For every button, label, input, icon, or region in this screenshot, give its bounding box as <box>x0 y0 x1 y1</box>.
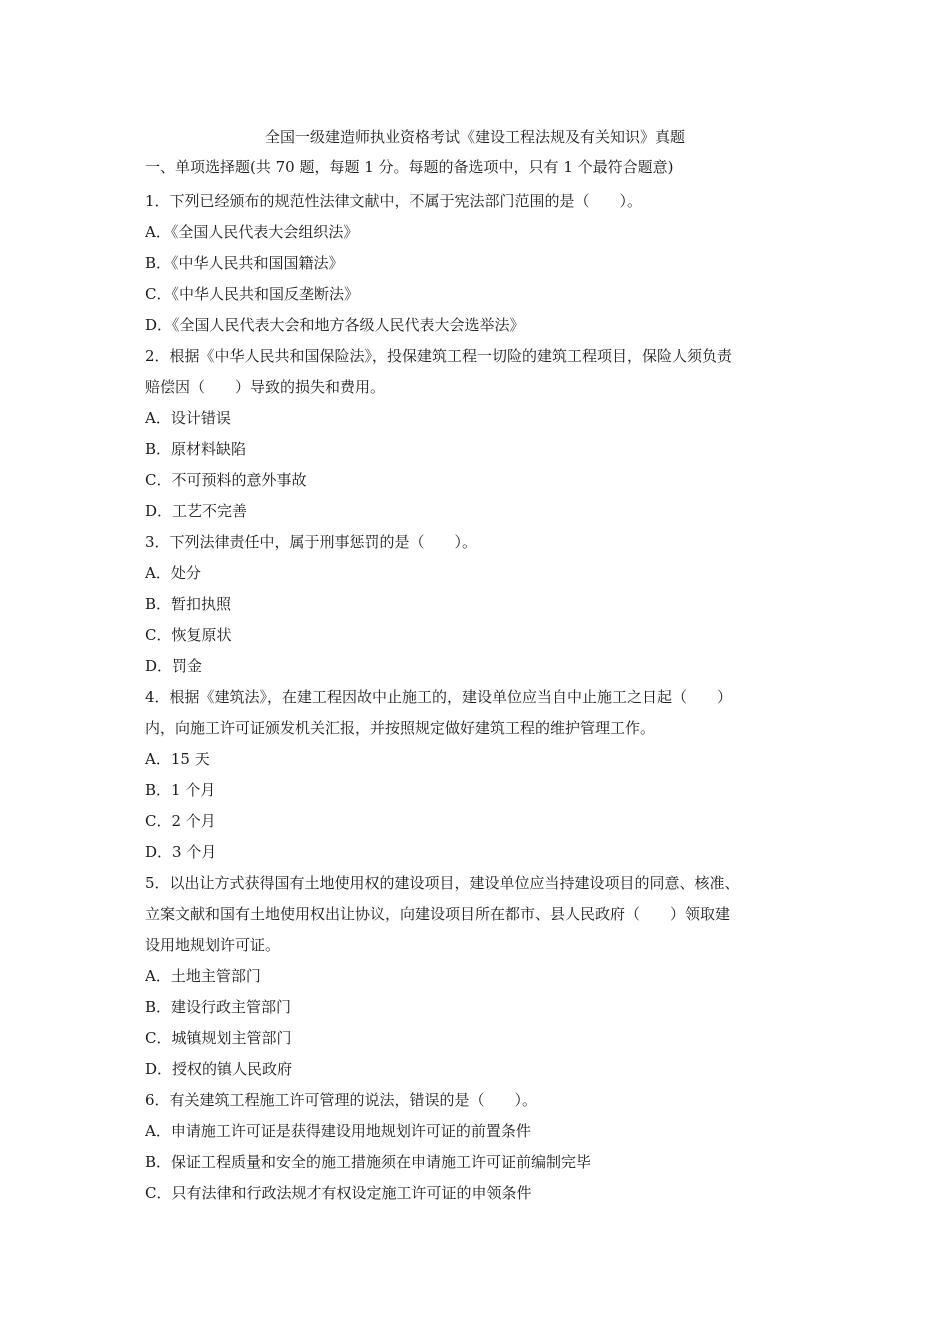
question-2-option-a: A．设计错误 <box>145 409 231 427</box>
section-heading: 一、单项选择题(共 70 题，每题 1 分。每题的备选项中，只有 1 个最符合题意) <box>145 158 674 176</box>
question-1-stem: 1．下列已经颁布的规范性法律文献中，不属于宪法部门范围的是（ ）。 <box>145 192 643 210</box>
question-5-option-b: B．建设行政主管部门 <box>145 998 292 1016</box>
question-5-option-d: D．授权的镇人民政府 <box>145 1060 293 1078</box>
question-5-stem-cont-2: 设用地规划许可证。 <box>145 936 281 954</box>
question-4-option-b: B．1 个月 <box>145 781 216 799</box>
question-6-option-b: B．保证工程质量和安全的施工措施须在申请施工许可证前编制完毕 <box>145 1153 592 1171</box>
question-1-option-c: C．《中华人民共和国反垄断法》 <box>145 285 359 303</box>
question-1-option-d: D．《全国人民代表大会和地方各级人民代表大会选举法》 <box>145 316 525 334</box>
question-2-option-d: D．工艺不完善 <box>145 502 248 520</box>
question-5-stem: 5．以出让方式获得国有土地使用权的建设项目，建设单位应当持建设项目的同意、核准、 <box>145 874 740 892</box>
question-5-stem-cont: 立案文献和国有土地使用权出让协议，向建设项目所在都市、县人民政府（ ）领取建 <box>145 905 731 923</box>
question-3-option-a: A．处分 <box>145 564 201 582</box>
question-1-option-a: A．《全国人民代表大会组织法》 <box>145 223 359 241</box>
question-list <box>145 186 810 1209</box>
question-3-stem: 3．下列法律责任中，属于刑事惩罚的是（ ）。 <box>145 533 478 551</box>
question-2-option-b: B．原材料缺陷 <box>145 440 247 458</box>
document-title: 全国一级建造师执业资格考试《建设工程法规及有关知识》真题 <box>264 128 685 146</box>
question-6-stem: 6．有关建筑工程施工许可管理的说法，错误的是（ ）。 <box>145 1091 538 1109</box>
question-3-option-b: B．暂扣执照 <box>145 595 232 613</box>
question-1-option-b: B．《中华人民共和国国籍法》 <box>145 254 344 272</box>
question-4-option-c: C．2 个月 <box>145 812 216 830</box>
question-6-option-c: C．只有法律和行政法规才有权设定施工许可证的申领条件 <box>145 1184 532 1202</box>
question-3-option-d: D．罚金 <box>145 657 203 675</box>
question-4-stem: 4．根据《建筑法》，在建工程因故中止施工的，建设单位应当自中止施工之日起（ ） <box>145 688 733 706</box>
question-4-option-d: D．3 个月 <box>145 843 217 861</box>
question-6-option-a: A．申请施工许可证是获得建设用地规划许可证的前置条件 <box>145 1122 531 1140</box>
question-3-option-c: C．恢复原状 <box>145 626 232 644</box>
question-4-stem-cont: 内，向施工许可证颁发机关汇报，并按照规定做好建筑工程的维护管理工作。 <box>145 719 656 737</box>
question-5-option-a: A．土地主管部门 <box>145 967 261 985</box>
question-2-stem-cont: 赔偿因（ ）导致的损失和费用。 <box>145 378 386 396</box>
question-4-option-a: A．15 天 <box>145 750 210 768</box>
question-5-option-c: C．城镇规划主管部门 <box>145 1029 292 1047</box>
question-2-option-c: C．不可预料的意外事故 <box>145 471 307 489</box>
question-2-stem: 2．根据《中华人民共和国保险法》，投保建筑工程一切险的建筑工程项目，保险人须负责 <box>145 347 733 365</box>
